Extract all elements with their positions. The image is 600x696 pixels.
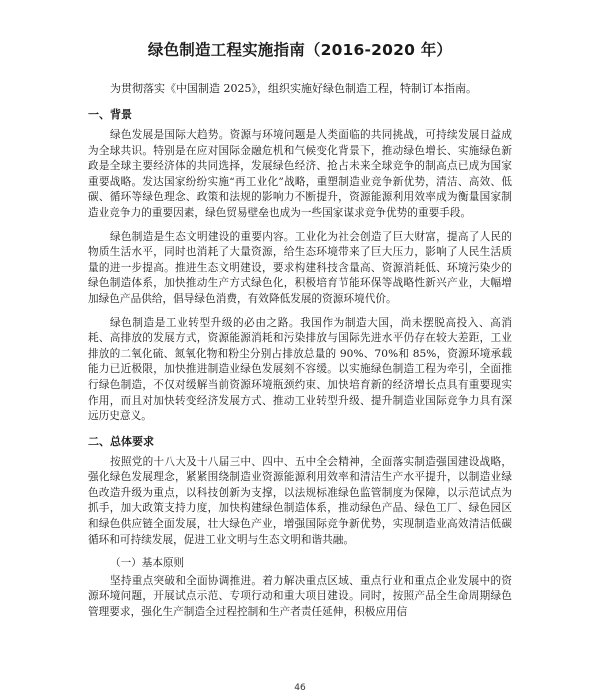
document-title: 绿色制造工程实施指南（2016-2020 年） — [147, 41, 453, 59]
section-heading-background: 一、背景 — [88, 108, 132, 121]
intro-paragraph: 为贯彻落实《中国制造 2025》，组织实施好绿色制造工程，特制订本指南。 — [110, 82, 477, 95]
background-paragraph-1: 绿色发展是国际大趋势。资源与环境问题是人类面临的共同挑战，可持续发展日益成为全球共识。特别是在应对国际金融危机和气候变化背景下，推动绿色增长、实施绿色新政是全球主要经济体的共同选择，发展绿色经济、抢占未来全球竞争的制高点已成为国家重要战略。发达国家纷纷实施“再工业化”战略，重塑制造业竞争新优势，清洁、高效、低碳、循环等绿色理念、政策和法规的影响力不断提升，资源能源利用效率成为衡量国家制造业竞争力的重要因素，绿色贸易壁垒也成为一些国家谋求竞争优势的重要手段。 — [88, 129, 512, 219]
page-number: 46 — [294, 683, 306, 693]
subsection-heading-principles: （一）基本原则 — [110, 557, 185, 570]
section-heading-requirements: 二、总体要求 — [88, 434, 154, 448]
requirements-paragraph-1: 按照党的十八大及十八届三中、四中、五中全会精神，全面落实制造强国建设战略，强化绿色发展理念，紧紧围绕制造业资源能源利用效率和清洁生产水平提升，以制造业绿色改造升级为重点，以科技创新为支撑，以法规标准绿色监管制度为保障，以示范试点为抓手，加大政策支持力度，加快构建绿色制造体系，推动绿色产品、绿色工厂、绿色园区和绿色供应链全面发展，壮大绿色产业，增强国际竞争新优势，实现制造业高效清洁低碳循环和可持续发展，促进工业文明与生态文明和谐共融。 — [88, 455, 512, 546]
principle-paragraph: 坚持重点突破和全面协调推进。着力解决重点区域、重点行业和重点企业发展中的资源环境问题，开展试点示范、专项行动和重大项目建设。同时，按照产品全生命周期绿色管理要求，强化生产制造全过程控制和生产者责任延伸，积极应用信 — [88, 574, 512, 619]
background-paragraph-3: 绿色制造是工业转型升级的必由之路。我国作为制造大国，尚未摆脱高投入、高消耗、高排放的发展方式，资源能源消耗和污染排放与国际先进水平仍存在较大差距，工业排放的二氧化硫、氮氧化物和粉尘分别占排放总量的 90%、70%和 85%，资源环境承载能力已近极限，加快推进制造业绿色发展刻不容缓。以实施绿色制造工程为牵引，全面推行绿色制造，不仅对缓解当前资源环境瓶颈约束、加快培育新的经济增长点具有重要现实作用，而且对加快转变经济发展方式、推动工业转型升级、提升制造业国际竞争力具有深远历史意义。 — [88, 316, 512, 423]
document-page — [88, 38, 512, 629]
background-paragraph-2: 绿色制造是生态文明建设的重要内容。工业化为社会创造了巨大财富，提高了人民的物质生活水平，同时也消耗了大量资源，给生态环境带来了巨大压力，影响了人民生活质量的进一步提高。推进生态文明建设，要求构建科技含量高、资源消耗低、环境污染少的绿色制造体系，加快推动生产方式绿色化，积极培育节能环保等战略性新兴产业，大幅增加绿色产品供给，倡导绿色消费，有效降低发展的资源环境代价。 — [88, 230, 512, 305]
